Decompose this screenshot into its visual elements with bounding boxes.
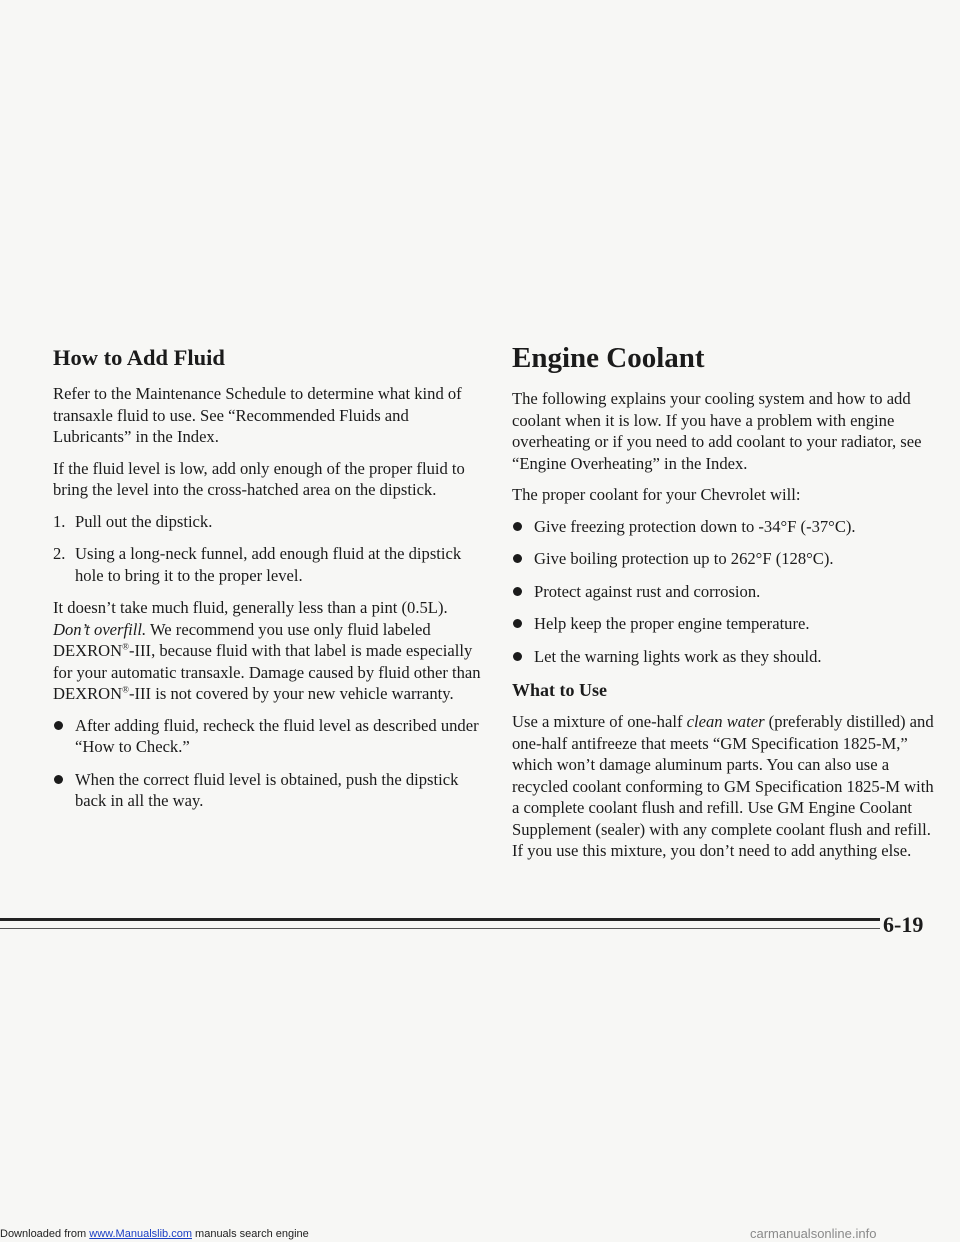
- bullet-list: [512, 516, 936, 668]
- list-item: [512, 613, 936, 635]
- step-number: 2.: [53, 544, 66, 563]
- text-run: Use a mixture of one-half: [512, 712, 687, 731]
- left-column: [53, 343, 485, 823]
- download-bar: [0, 1228, 309, 1240]
- paragraph: If the fluid level is low, add only enough of the proper fluid to bring the level into the cross-hatched area on the dipstick.: [53, 458, 465, 499]
- list-item: [53, 511, 485, 533]
- bullet-icon: [513, 522, 522, 531]
- text-run: -III is not covered by your new vehicle warranty.: [128, 684, 454, 703]
- heading-engine-coolant: Engine Coolant: [512, 342, 705, 374]
- paragraph-overfill: [53, 597, 485, 705]
- footer-rule: [0, 918, 880, 921]
- registered-mark: ®: [122, 684, 129, 695]
- text-run: It doesn’t take much fluid, generally less than a pint (0.5L).: [53, 598, 448, 617]
- paragraph: The proper coolant for your Chevrolet will:: [512, 485, 801, 504]
- emphasis-text: clean water: [686, 712, 765, 731]
- paragraph-what-to-use: [512, 711, 936, 862]
- step-number: 1.: [53, 511, 66, 531]
- manualslib-link[interactable]: www.Manualslib.com: [89, 1228, 192, 1240]
- bullet-text: Give boiling protection up to 262°F (128°C).: [534, 549, 834, 568]
- download-suffix: manuals search engine: [191, 1228, 309, 1240]
- bullet-text: After adding fluid, recheck the fluid level as described under “How to Check.”: [75, 715, 479, 756]
- bullet-list: [53, 715, 485, 812]
- bullet-icon: [54, 721, 63, 730]
- bullet-icon: [54, 775, 63, 784]
- text-run: (preferably distilled) and one-half antifreeze that meets “GM Specification 1825-M,” which won’t damage aluminum parts. You can also use a recycled coolant conforming to GM Specification 1825-M with a complete coolant flush and refill. Use GM Engine Coolant Supplement (sealer) with any complete coolant flush and refill. If you use this mixture, you don’t need to add anything else.: [512, 712, 934, 860]
- list-item: [512, 516, 936, 538]
- text-run: We recommend you use only fluid labeled DEXRON: [53, 619, 431, 660]
- footer-rule-thin: [0, 928, 880, 929]
- registered-mark: ®: [122, 641, 129, 652]
- bullet-text: Let the warning lights work as they should.: [534, 646, 822, 666]
- heading-how-to-add-fluid: How to Add Fluid: [53, 345, 225, 370]
- right-column: [512, 343, 936, 872]
- list-item: [512, 646, 936, 668]
- list-item: [512, 581, 936, 603]
- emphasis-text: Don’t overfill.: [53, 619, 147, 639]
- list-item: [53, 543, 485, 586]
- bullet-icon: [513, 652, 522, 661]
- bullet-text: Give freezing protection down to -34°F (-37°C).: [534, 516, 856, 536]
- paragraph: Refer to the Maintenance Schedule to determine what kind of transaxle fluid to use. See “Recommended Fluids and Lubricants” in the Index.: [53, 384, 462, 446]
- bullet-text: Protect against rust and corrosion.: [534, 581, 761, 601]
- page-number: 6-19: [883, 912, 924, 937]
- subheading-what-to-use: What to Use: [512, 680, 607, 700]
- step-text: Pull out the dipstick.: [75, 511, 213, 531]
- bullet-text: Help keep the proper engine temperature.: [534, 614, 810, 633]
- bullet-icon: [513, 587, 522, 596]
- bullet-text: When the correct fluid level is obtained, push the dipstick back in all the way.: [75, 769, 459, 810]
- list-item: [53, 769, 485, 812]
- bullet-icon: [513, 554, 522, 563]
- text-run: -III, because fluid with that label is made especially for your automatic transaxle. Damage caused by fluid other than DEXRON: [53, 641, 481, 703]
- watermark: carmanualsonline.info: [750, 1226, 877, 1241]
- steps-list: [53, 511, 485, 587]
- step-text: Using a long-neck funnel, add enough fluid at the dipstick hole to bring it to the proper level.: [75, 544, 462, 585]
- paragraph: The following explains your cooling system and how to add coolant when it is low. If you have a problem with engine overheating or if you need to add coolant to your radiator, see “Engine Overheating” in the Index.: [512, 389, 922, 473]
- bullet-icon: [513, 619, 522, 628]
- download-prefix: Downloaded from: [0, 1228, 90, 1240]
- list-item: [53, 715, 485, 758]
- list-item: [512, 548, 936, 570]
